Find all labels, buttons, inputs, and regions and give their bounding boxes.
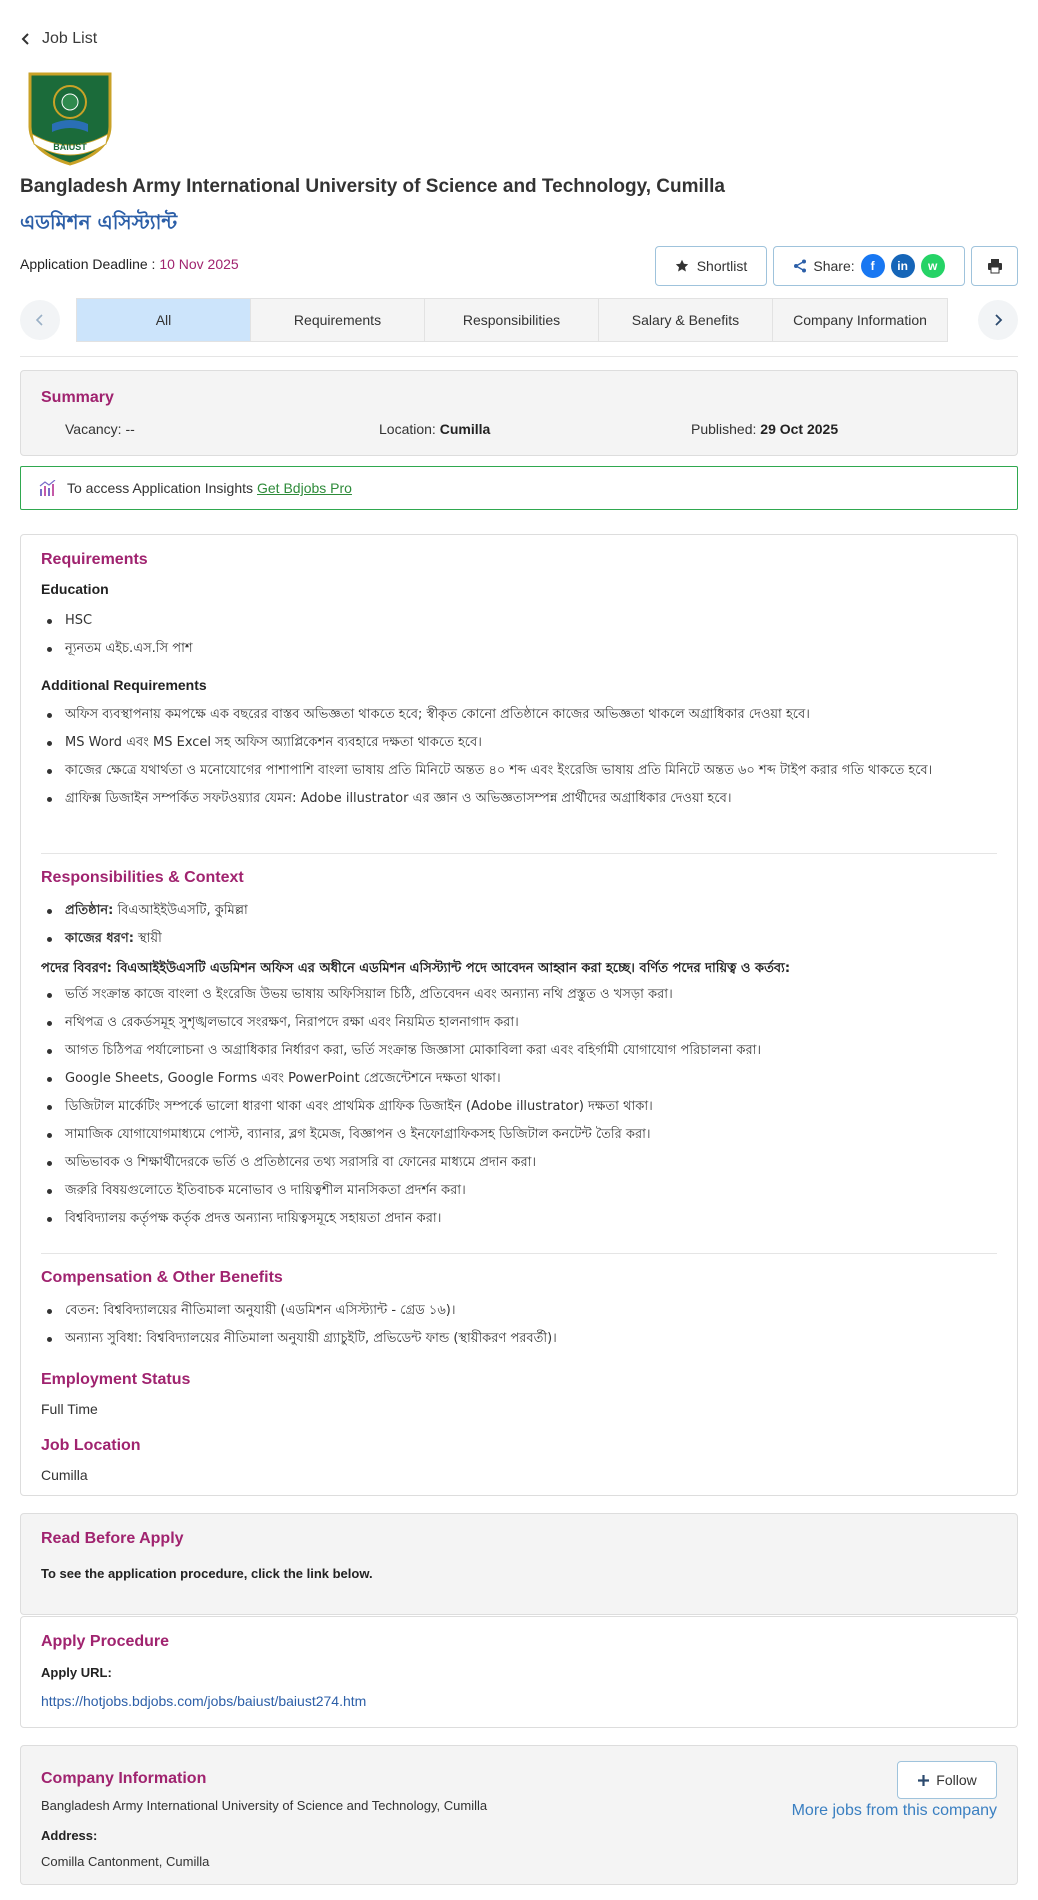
compensation-title: Compensation & Other Benefits [41,1269,283,1286]
tabs-scroll-right[interactable] [978,300,1018,340]
published [691,421,838,437]
published-label: Published: [691,421,757,437]
linkedin-icon[interactable]: in [891,254,915,278]
plus-icon [917,1774,930,1787]
job-type-value: স্থায়ী [138,931,162,946]
tab-strip [76,298,948,342]
additional-requirements-list [41,701,991,813]
shortlist-label: Shortlist [696,258,748,274]
list-item: অন্যান্য সুবিধা: বিশ্ববিদ্যালয়ের নীতিমালা অনুযায়ী গ্র্যাচুইটি, প্রভিডেন্ট ফান্ড (স্থায়ীকরণ পরবর্তী)। [41,1325,991,1353]
list-item [41,925,248,953]
divider [20,356,1018,357]
section-tabs [20,298,1018,342]
facebook-icon[interactable]: f [861,254,885,278]
list-item: বিশ্ববিদ্যালয় কর্তৃপক্ষ কর্তৃক প্রদত্ত অন্যান্য দায়িত্বসমূহে সহায়তা প্রদান করা। [41,1205,991,1233]
company-logo [24,68,116,166]
list-item: Google Sheets, Google Forms এবং PowerPoint প্রেজেন্টেশনে দক্ষতা থাকা। [41,1065,991,1093]
list-item: নথিপত্র ও রেকর্ডসমূহ সুশৃঙ্খলভাবে সংরক্ষণ, নিরাপদে রক্ষা এবং নিয়মিত হালনাগাদ করা। [41,1009,991,1037]
summary-card [20,370,1018,456]
additional-requirements-title: Additional Requirements [41,677,207,693]
whatsapp-icon[interactable]: w [921,254,945,278]
deadline-date: 10 Nov 2025 [159,256,239,272]
company-information-title: Company Information [41,1770,207,1787]
print-button[interactable] [971,246,1018,286]
apply-url-link[interactable]: https://hotjobs.bdjobs.com/jobs/baiust/baiust274.htm [41,1693,367,1709]
insights-text: To access Application Insights [67,480,253,496]
compensation-list [41,1297,991,1353]
list-item: ন্যূনতম এইচ.এস.সি পাশ [41,635,193,663]
share-icon [793,259,807,273]
job-location-value: Cumilla [41,1467,88,1483]
apply-url-label: Apply URL: [41,1665,112,1680]
list-item: বেতন: বিশ্ববিদ্যালয়ের নীতিমালা অনুযায়ী (এডমিশন এসিস্ট্যান্ট - গ্রেড ১৬)। [41,1297,991,1325]
education-title: Education [41,581,109,597]
tab-all[interactable]: All [77,299,251,341]
company-title: Bangladesh Army International University of Science and Technology, Cumilla [20,176,725,197]
get-bdjobs-pro-link[interactable]: Get Bdjobs Pro [257,480,352,496]
chevron-right-icon [993,314,1003,326]
tab-company-information[interactable]: Company Information [793,312,927,328]
vacancy-label: Vacancy: [65,421,122,437]
tab-requirements[interactable]: Requirements [251,299,425,341]
list-item [41,897,248,925]
follow-label: Follow [936,1772,977,1788]
list-item: কাজের ক্ষেত্রে যথার্থতা ও মনোযোগের পাশাপাশি বাংলা ভাষায় প্রতি মিনিটে অন্তত ৪০ শব্দ এবং ইংরেজি ভাষায় প্রতি মিনিটে অন্তত ৬০ শব্দ টাইপ করার গতি থাকতে হবে। [41,757,991,785]
responsibilities-meta [41,897,248,953]
list-item: MS Word এবং MS Excel সহ অফিস অ্যাপ্লিকেশন ব্যবহারে দক্ষতা থাকতে হবে। [41,729,991,757]
company-address-label: Address: [41,1828,98,1843]
share-group [773,246,965,286]
published-value: 29 Oct 2025 [760,421,839,437]
more-jobs-link[interactable]: More jobs from this company [791,1802,997,1819]
printer-icon [987,258,1003,274]
job-location-title: Job Location [41,1437,141,1454]
list-item: আগত চিঠিপত্র পর্যালোচনা ও অগ্রাধিকার নির্ধারণ করা, ভর্তি সংক্রান্ত জিজ্ঞাসা মোকাবিলা করা এবং বহির্গামী যোগাযোগ পরিচালনা করা। [41,1037,991,1065]
tab-salary-benefits[interactable]: Salary & Benefits [599,299,773,341]
job-type-label: কাজের ধরণ: [65,931,134,946]
tabs-scroll-left[interactable] [20,300,60,340]
employment-status-title: Employment Status [41,1371,191,1388]
deadline-label: Application Deadline : [20,256,156,272]
vacancy [65,421,135,437]
divider [41,853,997,854]
tab-responsibilities[interactable]: Responsibilities [425,299,599,341]
job-title: এডমিশন এসিস্ট্যান্ট [20,210,178,234]
list-item: জরুরি বিষয়গুলোতে ইতিবাচক মনোভাব ও দায়িত্বশীল মানসিকতা প্রদর্শন করা। [41,1177,991,1205]
application-deadline [20,256,239,272]
employment-status-value: Full Time [41,1401,98,1417]
chevron-left-icon [35,314,45,326]
back-label: Job List [42,30,98,47]
org-value: বিএআইইউএসটি, কুমিল্লা [117,903,248,918]
responsibilities-title: Responsibilities & Context [41,869,244,886]
back-to-job-list[interactable] [20,30,97,48]
company-information-card [20,1745,1018,1885]
chart-icon [39,480,57,496]
job-description: পদের বিবরণ: বিএআইইউএসটি এডমিশন অফিস এর অধীনে এডমিশন এসিস্ট্যান্ট পদে আবেদন আহ্বান করা হচ্ছে। বর্ণিত পদের দায়িত্ব ও কর্তব্য: [41,961,791,976]
list-item: HSC [41,607,193,635]
shortlist-button[interactable] [655,246,767,286]
divider [41,1253,997,1254]
follow-button[interactable] [897,1761,997,1799]
company-address-value: Comilla Cantonment, Cumilla [41,1854,210,1869]
summary-title: Summary [41,389,114,406]
read-before-apply-title: Read Before Apply [41,1530,184,1547]
location [379,421,490,437]
list-item: গ্রাফিক্স ডিজাইন সম্পর্কিত সফটওয়্যার যেমন: Adobe illustrator এর জ্ঞান ও অভিজ্ঞতাসম্পন্ন প্রার্থীদের অগ্রাধিকার দেওয়া হবে। [41,785,991,813]
location-label: Location: [379,421,436,437]
company-information-name: Bangladesh Army International University of Science and Technology, Cumilla [41,1798,488,1813]
job-details-card [20,534,1018,1496]
list-item: অফিস ব্যবস্থাপনায় কমপক্ষে এক বছরের বাস্তব অভিজ্ঞতা থাকতে হবে; স্বীকৃত কোনো প্রতিষ্ঠানে কাজের অভিজ্ঞতা থাকলে অগ্রাধিকার দেওয়া হবে। [41,701,991,729]
read-before-apply-text: To see the application procedure, click the link below. [41,1566,373,1581]
apply-procedure-title: Apply Procedure [41,1633,170,1650]
share-label: Share: [813,258,855,274]
list-item: ভর্তি সংক্রান্ত কাজে বাংলা ও ইংরেজি উভয় ভাষায় অফিসিয়াল চিঠি, প্রতিবেদন এবং অন্যান্য নথি প্রস্তুত ও খসড়া করা। [41,981,991,1009]
location-value: Cumilla [439,421,491,437]
chevron-left-icon [20,32,32,46]
requirements-title: Requirements [41,551,148,568]
list-item: ডিজিটাল মার্কেটিং সম্পর্কে ভালো ধারণা থাকা এবং প্রাথমিক গ্রাফিক ডিজাইন (Adobe illustrator) দক্ষতা থাকা। [41,1093,991,1121]
read-before-apply-card [20,1513,1018,1615]
svg-text:BAIUST: BAIUST [53,142,87,152]
responsibilities-list [41,981,991,1233]
star-icon [675,259,689,273]
list-item: সামাজিক যোগাযোগমাধ্যমে পোস্ট, ব্যানার, ব্লগ ইমেজ, বিজ্ঞাপন ও ইনফোগ্রাফিকসহ ডিজিটাল কনটেন্ট তৈরি করা। [41,1121,991,1149]
insights-banner [20,466,1018,510]
vacancy-value: -- [125,421,135,437]
apply-procedure-card [20,1616,1018,1728]
list-item: অভিভাবক ও শিক্ষার্থীদেরকে ভর্তি ও প্রতিষ্ঠানের তথ্য সরাসরি বা ফোনের মাধ্যমে প্রদান করা। [41,1149,991,1177]
education-list [41,607,193,663]
org-label: প্রতিষ্ঠান: [65,903,114,918]
